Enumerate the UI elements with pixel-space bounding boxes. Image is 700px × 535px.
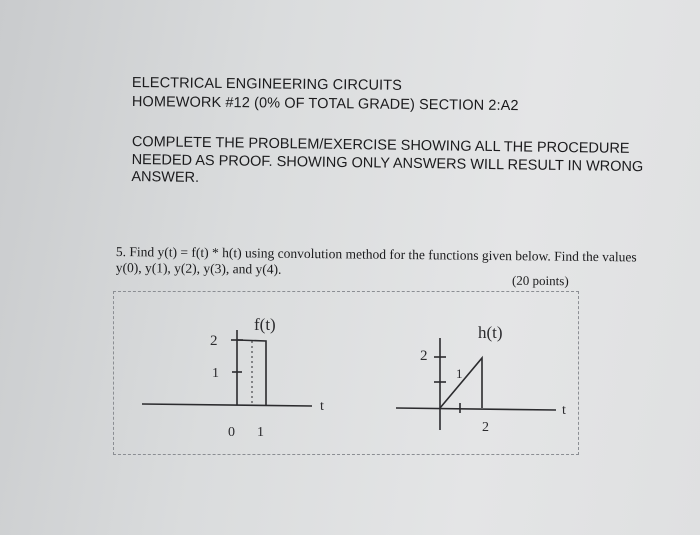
f-figure (142, 330, 312, 406)
f-y-tick-1-label: 1 (212, 366, 219, 381)
f-title: f(t) (254, 315, 276, 334)
f-axis-label: t (320, 399, 324, 414)
f-y-tick-2-label: 2 (210, 333, 218, 349)
problem-statement: 5. Find y(t) = f(t) * h(t) using convolution method for the functions given below. Find the values y(0), y(1), y(2), y(3), and y(4). (115, 244, 637, 277)
h-title: h(t) (478, 323, 503, 342)
h-axis-label: t (562, 403, 566, 418)
course-title: ELECTRICAL ENGINEERING CIRCUITS (131, 74, 403, 94)
instructions-text: COMPLETE THE PROBLEM/EXERCISE SHOWING ALL THE PROCEDURE NEEDED AS PROOF. SHOWING ONLY ANSWERS WILL RESULT IN WRONG ANSWER. (131, 134, 644, 186)
h-y-tick-2-label: 2 (420, 348, 428, 364)
f-x-tick-1-label: 1 (257, 425, 264, 440)
homework-title: HOMEWORK #12 (0% OF TOTAL GRADE) SECTION 2:A2 (131, 93, 519, 115)
f-time-axis (142, 404, 312, 406)
problem-points: (20 points) (511, 272, 569, 289)
h-x-tick-2-label: 2 (482, 420, 489, 435)
h-time-axis (396, 408, 556, 410)
h-slope-label: 1 (456, 366, 463, 381)
f-x-tick-0-label: 0 (228, 425, 235, 440)
